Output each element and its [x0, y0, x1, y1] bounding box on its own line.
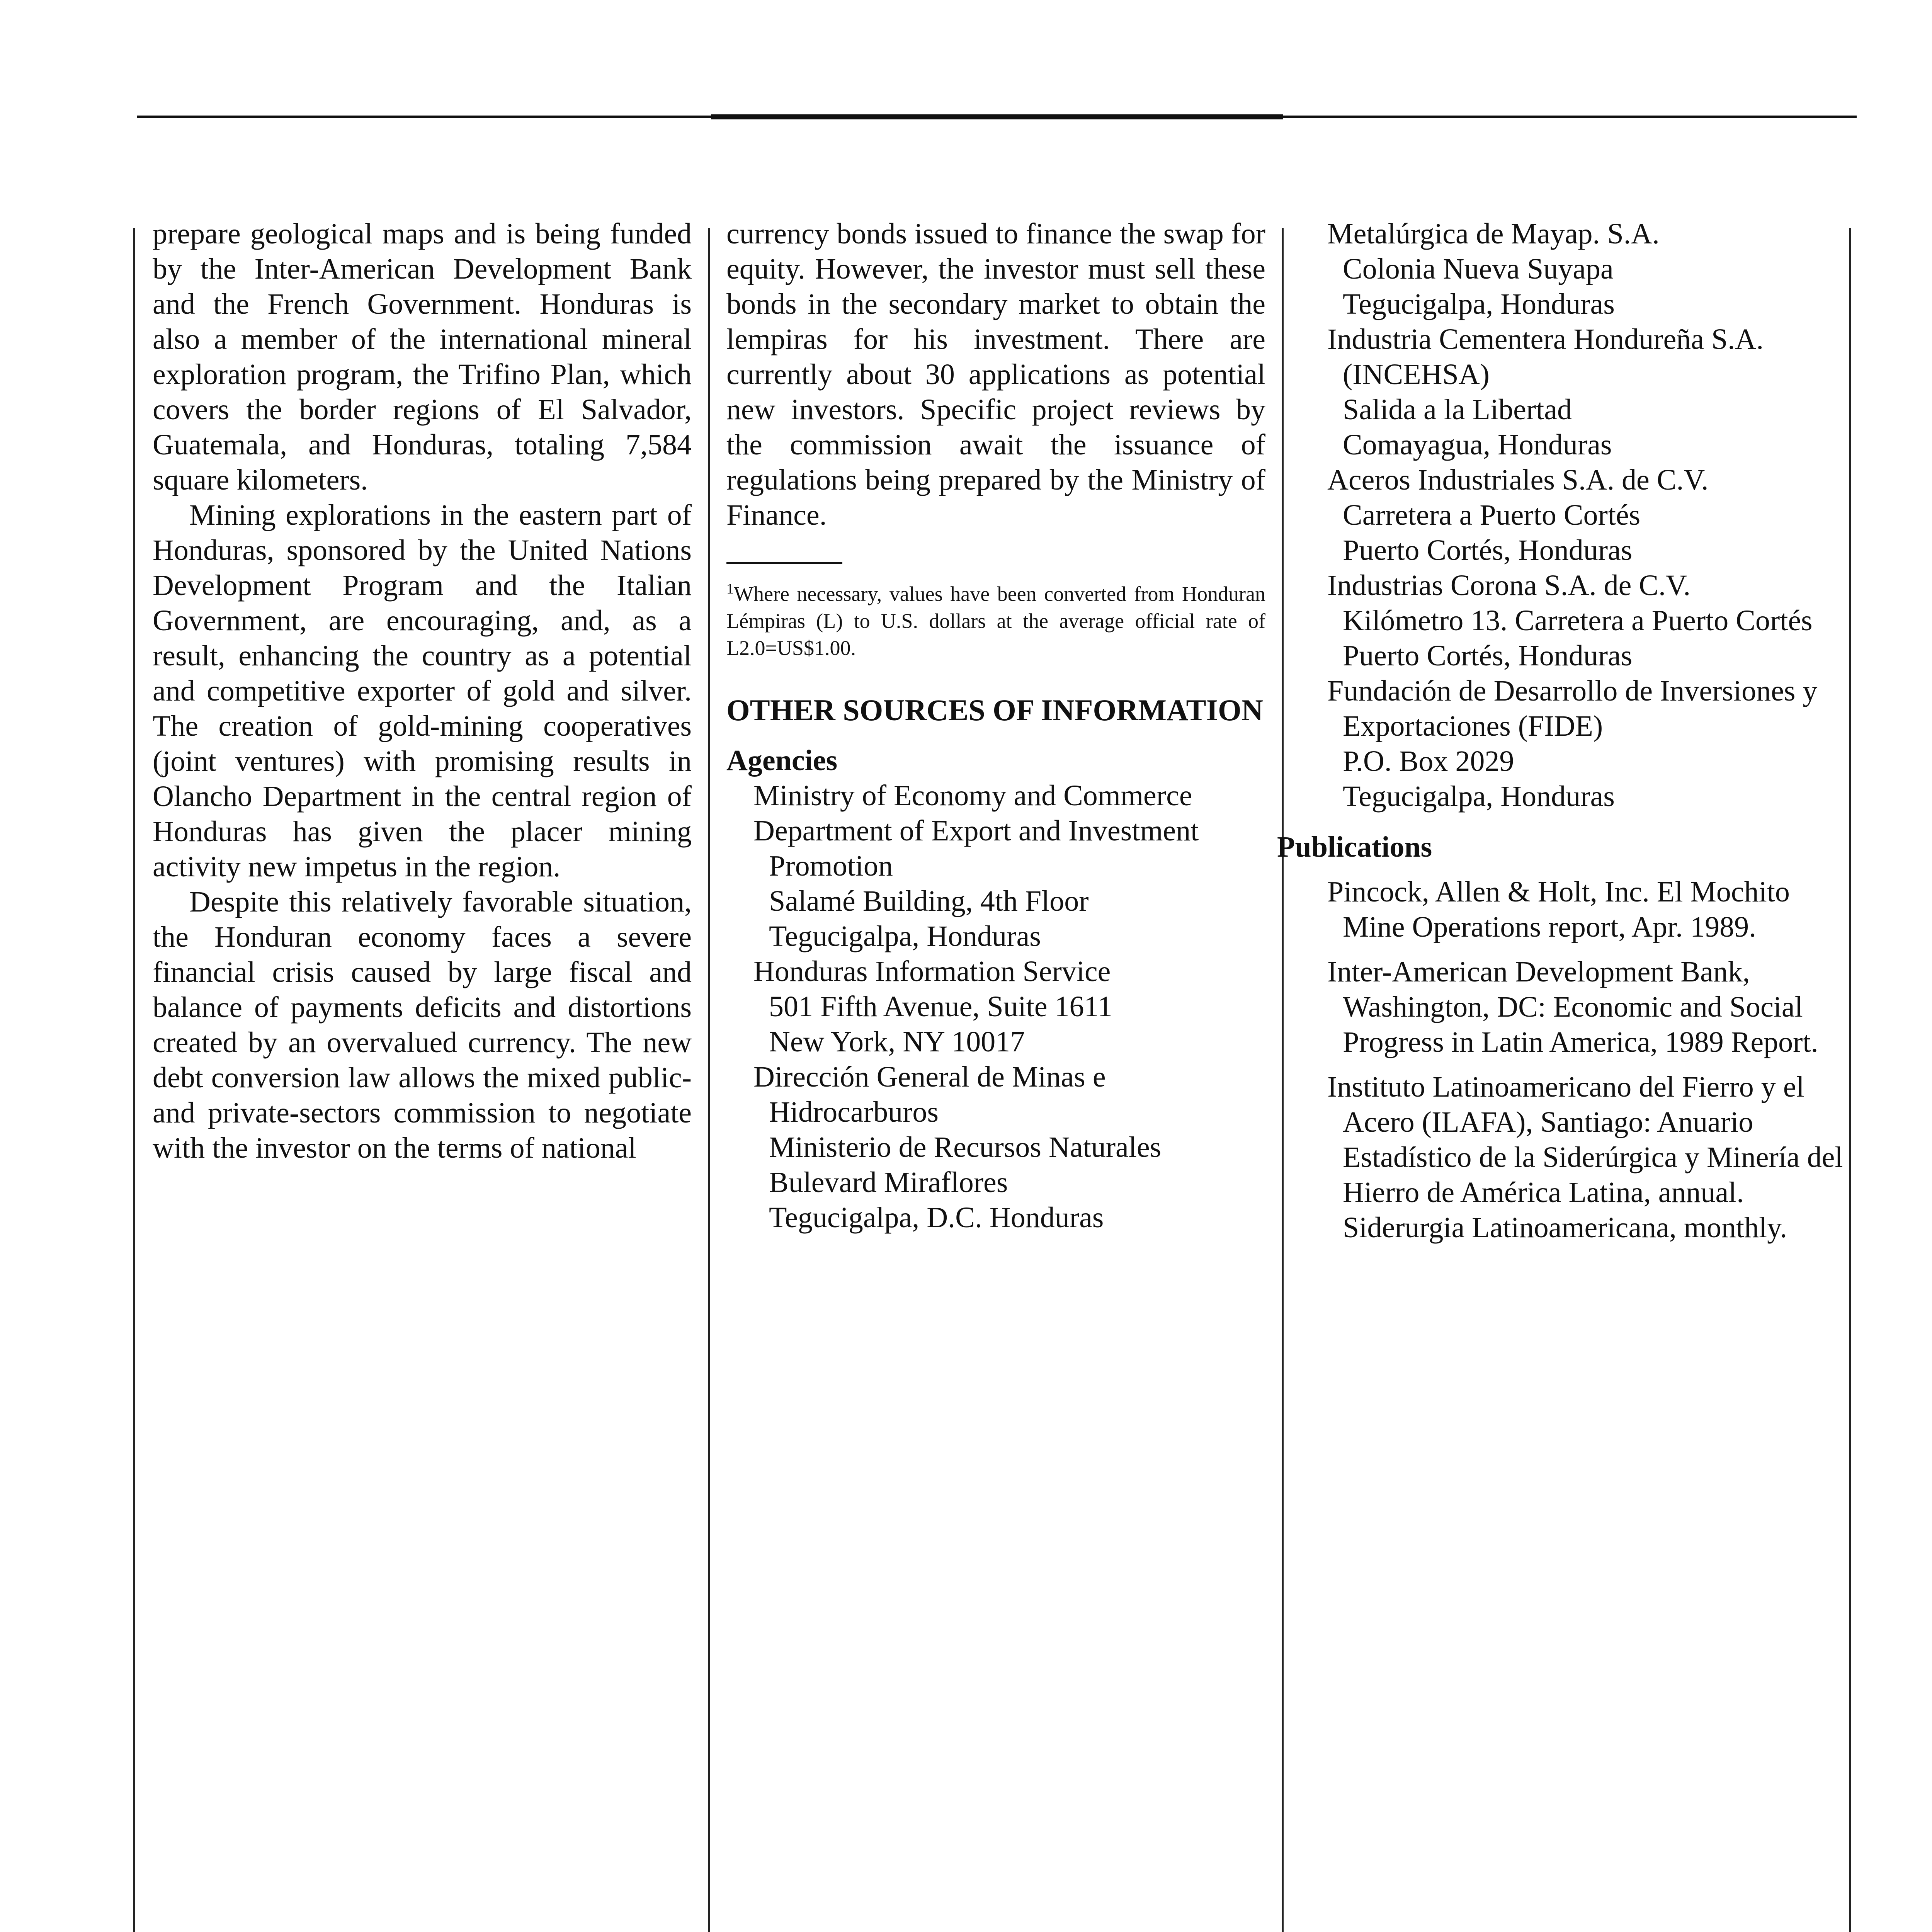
section-heading: OTHER SOURCES OF INFORMATION — [726, 693, 1263, 727]
agency-line: 501 Fifth Avenue, Suite 1611 — [769, 990, 1112, 1023]
company-line: Comayagua, Honduras — [1343, 429, 1612, 461]
agency-entry — [726, 778, 1265, 954]
company-line: Puerto Cortés, Honduras — [1343, 639, 1633, 672]
company-entry — [1300, 463, 1851, 568]
column-divider-1 — [708, 228, 710, 1932]
company-name: Industria Cementera Hondureña S.A. (INCEHSA) — [1327, 323, 1764, 391]
agency-line: Ministerio de Recursos Naturales — [769, 1131, 1162, 1163]
agency-line: New York, NY 10017 — [769, 1026, 1025, 1058]
footnote-rule — [726, 562, 842, 564]
agency-line: Bulevard Miraflores — [769, 1166, 1008, 1199]
company-line: Puerto Cortés, Honduras — [1343, 534, 1633, 566]
company-line: Tegucigalpa, Honduras — [1343, 288, 1615, 320]
publication-entry: Pincock, Allen & Holt, Inc. El Mochito Mine Operations report, Apr. 1989. — [1327, 876, 1790, 943]
publication-entry: Instituto Latinoamericano del Fierro y el Acero (ILAFA), Santiago: Anuario Estadístico de la Siderúrgica y Minería del Hierro de América Latina, annual. — [1327, 1071, 1843, 1209]
agency-name: Honduras Information Service — [753, 955, 1111, 988]
column-2 — [726, 216, 1265, 1235]
agency-name: Dirección General de Minas e Hidrocarburos — [753, 1061, 1106, 1128]
company-line: Salida a la Libertad — [1343, 393, 1572, 426]
company-name: Fundación de Desarrollo de Inversiones y Exportaciones (FIDE) — [1327, 675, 1818, 742]
publication-entry: Inter-American Development Bank, Washington, DC: Economic and Social Progress in Latin America, 1989 Report. — [1327, 956, 1818, 1058]
agency-line: Salamé Building, 4th Floor — [769, 885, 1089, 917]
column-divider-2 — [1282, 228, 1284, 1932]
column-divider-left — [133, 228, 135, 1932]
company-line: P.O. Box 2029 — [1343, 745, 1514, 777]
column-1 — [153, 216, 692, 1166]
company-line: Kilómetro 13. Carretera a Puerto Cortés — [1343, 604, 1813, 637]
footnote-mark: 1 — [726, 581, 734, 597]
paragraph: Despite this relatively favorable situation, the Honduran economy faces a severe financial crisis caused by large fiscal and balance of payments deficits and distortions created by an overvalued currency. The new debt conversion law allows the mixed public- and private-sectors commission to negotiate with the investor on the terms of national — [153, 886, 692, 1164]
company-entry — [1300, 568, 1851, 673]
company-entry — [1300, 673, 1851, 814]
paragraph: currency bonds issued to finance the swap for equity. However, the investor must sell these bonds in the secondary market to obtain the lempiras for his investment. There are currently about 30 applications as potential new investors. Specific project reviews by the commission await the issuance of regulations being prepared by the Ministry of Finance. — [726, 218, 1265, 531]
company-name: Aceros Industriales S.A. de C.V. — [1327, 464, 1709, 496]
column-3 — [1277, 216, 1851, 1245]
company-name: Industrias Corona S.A. de C.V. — [1327, 569, 1691, 602]
agency-entry — [726, 954, 1265, 1060]
agency-entry — [726, 1060, 1265, 1235]
agency-name: Ministry of Economy and Commerce — [753, 779, 1192, 812]
footnote — [726, 575, 1265, 662]
paragraph: Mining explorations in the eastern part of Honduras, sponsored by the United Nations Development Program and the Italian Government, are encouraging, and, as a result, enhancing the country as a potential and competitive exporter of gold and silver. The creation of gold-mining cooperatives (joint ventures) with promising results in Olancho Department in the central region of Honduras has given the placer mining activity new impetus in the region. — [153, 499, 692, 883]
company-line: Colonia Nueva Suyapa — [1343, 253, 1614, 285]
footnote-text: Where necessary, values have been converted from Honduran Lémpiras (L) to U.S. dollars at the average official rate of L2.0=US$1.00. — [726, 582, 1265, 660]
agencies-heading: Agencies — [726, 744, 838, 777]
company-line: Carretera a Puerto Cortés — [1343, 499, 1641, 531]
paragraph: prepare geological maps and is being funded by the Inter-American Development Bank and the French Government. Honduras is also a member of the international mineral exploration program, the Trifino Plan, which covers the border regions of El Salvador, Guatemala, and Honduras, totaling 7,584 square kilometers. — [153, 218, 692, 496]
company-entry — [1300, 322, 1851, 463]
agency-line: Department of Export and Investment Promotion — [753, 815, 1199, 882]
publication-entry: Siderurgia Latinoamericana, monthly. — [1343, 1211, 1787, 1244]
company-line: Tegucigalpa, Honduras — [1343, 780, 1615, 813]
publications-heading: Publications — [1277, 831, 1432, 863]
agency-line: Tegucigalpa, D.C. Honduras — [769, 1201, 1104, 1234]
top-rule-bold-segment — [711, 114, 1283, 119]
company-entry — [1300, 216, 1851, 322]
company-name: Metalúrgica de Mayap. S.A. — [1327, 218, 1660, 250]
agency-line: Tegucigalpa, Honduras — [769, 920, 1041, 952]
